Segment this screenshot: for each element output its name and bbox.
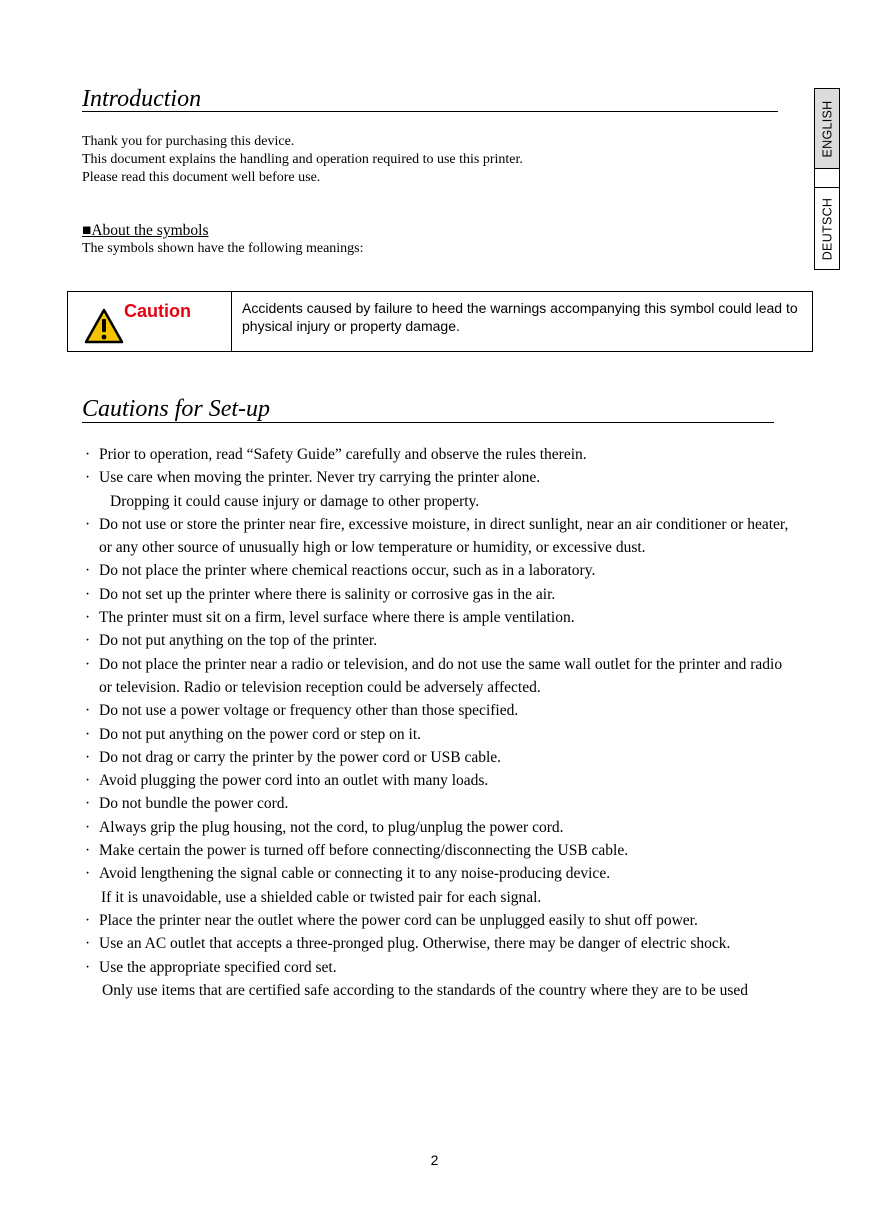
bullet-dot: · (85, 911, 91, 929)
list-item (82, 909, 792, 932)
list-item-text: Avoid lengthening the signal cable or connecting it to any noise-producing device. (99, 865, 611, 883)
tab-divider (815, 168, 839, 187)
list-item-text: Avoid plugging the power cord into an outlet with many loads. (99, 772, 489, 790)
list-item-text: Do not set up the printer where there is salinity or corrosive gas in the air. (99, 585, 556, 603)
tab-english-label: ENGLISH (820, 100, 835, 157)
bullet-dot: · (85, 865, 91, 883)
bullet-dot: · (85, 655, 91, 673)
list-item (82, 559, 792, 582)
list-item (82, 629, 792, 652)
list-item-text: Do not put anything on the top of the printer. (99, 632, 378, 650)
list-item-continuation: Dropping it could cause injury or damage to other property. (110, 492, 480, 510)
bullet-dot: · (85, 958, 91, 976)
caution-label: Caution (124, 301, 191, 321)
list-item-text: Do not put anything on the power cord or step on it. (99, 725, 422, 743)
tab-deutsch[interactable] (815, 187, 839, 269)
bullet-dot: · (85, 772, 91, 790)
bullet-dot: · (85, 609, 91, 627)
bullet-dot: · (85, 469, 91, 487)
tab-deutsch-label: DEUTSCH (820, 197, 834, 260)
list-item-text: Do not drag or carry the printer by the power cord or USB cable. (99, 748, 502, 766)
list-item-text: Use care when moving the printer. Never try carrying the printer alone. (99, 469, 541, 487)
setup-title: Cautions for Set-up (82, 395, 774, 423)
list-item-text: Place the printer near the outlet where the power cord can be unplugged easily to shut off power. (99, 911, 698, 929)
setup-cautions-list (82, 443, 792, 1002)
list-item (82, 699, 792, 722)
bullet-dot: · (85, 818, 91, 836)
intro-line: This document explains the handling and operation required to use this printer. (82, 152, 523, 167)
introduction-text (82, 133, 523, 187)
list-item-text: Do not use a power voltage or frequency other than those specified. (99, 702, 519, 720)
intro-line: Please read this document well before use. (82, 170, 321, 185)
caution-symbol-table (67, 291, 813, 352)
language-tabs (814, 88, 840, 270)
list-item (82, 583, 792, 606)
list-item-text: Do not bundle the power cord. (99, 795, 289, 813)
list-item (82, 792, 792, 815)
bullet-dot: · (85, 515, 91, 533)
list-item (82, 769, 792, 792)
bullet-dot: · (85, 795, 91, 813)
introduction-title: Introduction (82, 85, 778, 112)
list-item-continuation: If it is unavoidable, use a shielded cable or twisted pair for each signal. (101, 888, 542, 906)
bullet-dot: · (85, 585, 91, 603)
list-item-text: Use the appropriate specified cord set. (99, 958, 337, 976)
bullet-dot: · (85, 632, 91, 650)
list-item (82, 606, 792, 629)
list-item-text: Use an AC outlet that accepts a three-pronged plug. Otherwise, there may be danger of electric shock. (99, 935, 731, 953)
about-symbols-heading: ■About the symbols (82, 222, 209, 239)
page-number: 2 (430, 1152, 439, 1168)
list-item-continuation: Only use items that are certified safe according to the standards of the country where they are to be used (102, 981, 749, 999)
list-item (82, 862, 792, 909)
list-item-text: Prior to operation, read “Safety Guide” carefully and observe the rules therein. (99, 446, 587, 463)
list-item-text: Do not place the printer near a radio or television, and do not use the same wall outlet for the printer and radio or television. Radio or television reception could be adversely affected. (99, 655, 783, 696)
caution-symbol-cell (68, 292, 232, 351)
list-item (82, 932, 792, 955)
list-item (82, 723, 792, 746)
list-item (82, 653, 792, 700)
list-item (82, 956, 792, 1003)
list-item (82, 839, 792, 862)
list-item (82, 466, 792, 513)
bullet-dot: · (85, 748, 91, 766)
bullet-dot: · (85, 562, 91, 580)
list-item-text: Do not use or store the printer near fire, excessive moisture, in direct sunlight, near an air conditioner or heater, or any other source of unusually high or low temperature or humidity, or excessive dust. (99, 515, 789, 557)
list-item (82, 746, 792, 769)
list-item-text: Always grip the plug housing, not the cord, to plug/unplug the power cord. (99, 818, 564, 836)
list-item (82, 443, 792, 466)
list-item-text: The printer must sit on a firm, level surface where there is ample ventilation. (99, 609, 575, 627)
bullet-dot: · (85, 446, 91, 463)
intro-line: Thank you for purchasing this device. (82, 134, 295, 149)
bullet-dot: · (85, 702, 91, 720)
caution-description: Accidents caused by failure to heed the warnings accompanying this symbol could lead to physical injury or property damage. (242, 300, 798, 334)
list-item-text: Make certain the power is turned off before connecting/disconnecting the USB cable. (99, 842, 629, 860)
bullet-dot: · (85, 725, 91, 743)
list-item (82, 513, 792, 560)
bullet-dot: · (85, 935, 91, 953)
list-item (82, 816, 792, 839)
tab-english[interactable] (815, 89, 839, 168)
about-symbols-subtitle: The symbols shown have the following meanings: (82, 241, 364, 256)
list-item-text: Do not place the printer where chemical reactions occur, such as in a laboratory. (99, 562, 596, 580)
warning-triangle-icon (84, 308, 124, 344)
bullet-dot: · (85, 842, 91, 860)
